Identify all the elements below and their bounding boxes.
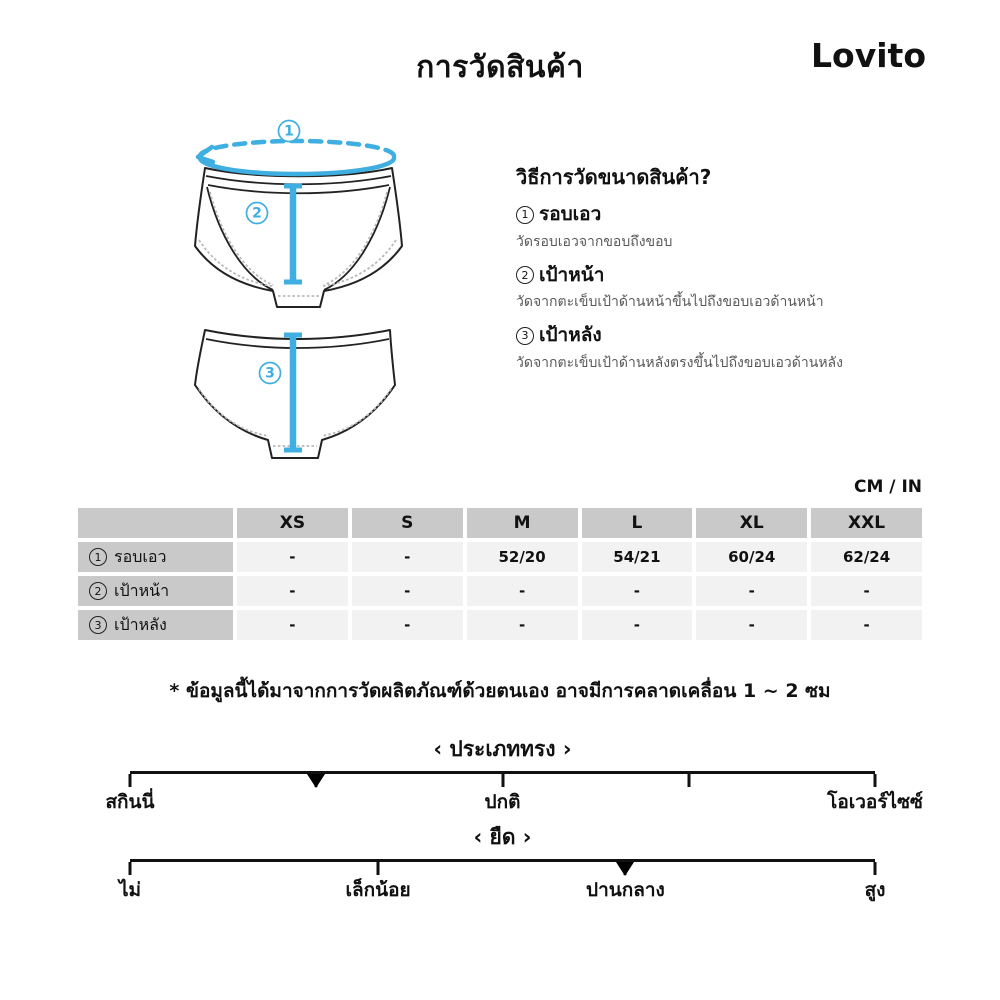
scale-tick xyxy=(129,774,132,787)
scale-tick xyxy=(874,774,877,787)
stretch-scale-track xyxy=(130,859,875,874)
brand-logo: Lovito xyxy=(811,36,926,75)
table-cell: - xyxy=(467,576,578,606)
instruction-item-3-name: เป้าหลัง xyxy=(539,324,602,347)
callout-1 xyxy=(279,121,300,142)
circled-number-2: 2 xyxy=(516,266,534,284)
svg-text:3: 3 xyxy=(265,365,275,382)
fit-type-scale-labels xyxy=(105,787,923,815)
fit-type-scale-track xyxy=(130,771,875,786)
scale-label: สกินนี่ xyxy=(105,791,155,814)
circled-number-1: 1 xyxy=(89,548,107,566)
scale-label: เล็กน้อย xyxy=(345,879,411,902)
circled-number-2: 2 xyxy=(89,582,107,600)
column-header-l: L xyxy=(582,508,693,538)
waist-ellipse-front-arc xyxy=(200,158,394,174)
scale-label: สูง xyxy=(864,879,886,902)
fit-type-scale-title: ‹ ประเภททรง › xyxy=(433,737,572,761)
stretch-scale-title: ‹ ยืด › xyxy=(473,825,532,849)
callout-3 xyxy=(260,363,281,384)
waist-arrow-icon xyxy=(198,147,213,162)
scale-tick xyxy=(129,862,132,875)
circled-number-3: 3 xyxy=(89,616,107,634)
row-header-back-rise-label: เป้าหลัง xyxy=(114,614,167,634)
table-cell: - xyxy=(237,542,348,572)
table-cell: - xyxy=(811,576,922,606)
stretch-scale-labels xyxy=(118,875,886,903)
table-cell: 54/21 xyxy=(582,542,693,572)
page-title: การวัดสินค้า xyxy=(416,50,584,85)
scale-label: โอเวอร์ไซซ์ xyxy=(827,791,923,814)
table-cell: 52/20 xyxy=(467,542,578,572)
table-cell: - xyxy=(237,576,348,606)
column-header-xxl: XXL xyxy=(811,508,922,538)
instruction-item-1-title xyxy=(516,203,956,227)
callout-2 xyxy=(247,203,268,224)
table-cell: - xyxy=(352,610,463,640)
instruction-item-2-title xyxy=(516,264,956,288)
panties-back-diagram xyxy=(190,322,410,467)
scale-tick xyxy=(874,862,877,875)
scale-label: ไม่ xyxy=(118,879,142,902)
row-header-waist-label: รอบเอว xyxy=(114,546,167,566)
circled-number-1: 1 xyxy=(516,206,534,224)
unit-label: CM / IN xyxy=(854,477,922,497)
circled-number-3: 3 xyxy=(516,327,534,345)
row-header-waist xyxy=(78,542,233,572)
instruction-item-2-desc: วัดจากตะเข็บเป้าด้านหน้าขึ้นไปถึงขอบเอวด้านหน้า xyxy=(516,294,824,311)
row-header-front-rise xyxy=(78,576,233,606)
measure-instructions xyxy=(516,164,956,372)
scale-tick xyxy=(687,774,690,787)
scale-tick xyxy=(377,862,380,875)
instruction-item-3-title xyxy=(516,324,956,348)
waist-ellipse-back-arc xyxy=(200,141,394,156)
column-header-xl: XL xyxy=(696,508,807,538)
table-cell: - xyxy=(237,610,348,640)
table-cell: - xyxy=(696,576,807,606)
column-header-xs: XS xyxy=(237,508,348,538)
table-cell: - xyxy=(352,576,463,606)
instruction-item-1-desc: วัดรอบเอวจากขอบถึงขอบ xyxy=(516,233,673,250)
scale-tick xyxy=(501,774,504,787)
table-cell: - xyxy=(352,542,463,572)
fit-type-scale xyxy=(105,737,923,815)
table-cell: 62/24 xyxy=(811,542,922,572)
table-cell: - xyxy=(811,610,922,640)
scale-label: ปานกลาง xyxy=(586,879,665,902)
svg-text:2: 2 xyxy=(252,205,262,222)
instructions-title: วิธีการวัดขนาดสินค้า? xyxy=(516,165,712,189)
table-cell: - xyxy=(467,610,578,640)
instruction-item-1-name: รอบเอว xyxy=(539,203,602,225)
column-header-s: S xyxy=(352,508,463,538)
size-table xyxy=(78,508,922,640)
svg-text:1: 1 xyxy=(284,123,294,140)
table-cell: - xyxy=(582,576,693,606)
scale-marker-icon xyxy=(307,774,325,788)
table-cell: 60/24 xyxy=(696,542,807,572)
table-cell: - xyxy=(696,610,807,640)
scale-marker-icon xyxy=(616,862,634,876)
instruction-item-2-name: เป้าหน้า xyxy=(539,263,605,286)
instruction-item-3-desc: วัดจากตะเข็บเป้าด้านหลังตรงขึ้นไปถึงขอบเอวด้านหลัง xyxy=(516,354,843,371)
row-header-back-rise xyxy=(78,610,233,640)
stretch-scale xyxy=(118,825,886,903)
measurement-note: * ข้อมูลนี้ได้มาจากการวัดผลิตภัณฑ์ด้วยตนเอง อาจมีการคลาดเคลื่อน 1 ~ 2 ซม xyxy=(169,680,831,702)
panties-front-diagram xyxy=(193,116,413,316)
column-header-m: M xyxy=(467,508,578,538)
scale-label: ปกติ xyxy=(484,791,521,814)
table-corner-cell xyxy=(78,508,233,538)
row-header-front-rise-label: เป้าหน้า xyxy=(114,580,170,600)
table-cell: - xyxy=(582,610,693,640)
